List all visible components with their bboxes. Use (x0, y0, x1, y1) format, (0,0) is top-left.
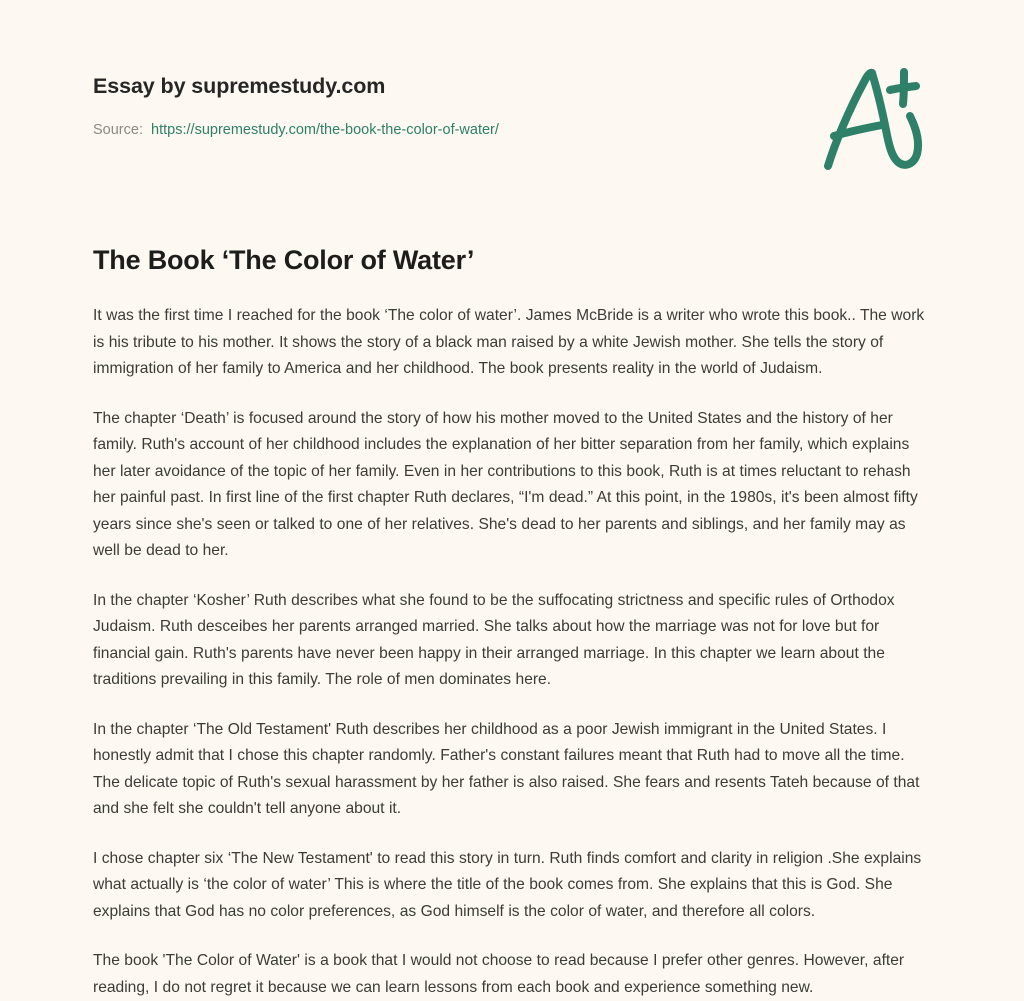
paragraph: It was the first time I reached for the book ‘The color of water’. James McBride is a writer who wrote this book.. The work is his tribute to his mother. It shows the story of a black man raised by a white Jewish mother. She tells the story of immigration of her family to America and her childhood. The book presents reality in the world of Judaism. (93, 307, 925, 377)
source-url-link[interactable]: https://supremestudy.com/the-book-the-color-of-water/ (151, 122, 499, 138)
source-line (93, 122, 499, 138)
paragraph: The chapter ‘Death’ is focused around the story of how his mother moved to the United States and the history of her family. Ruth's account of her childhood includes the explanation of her bitter separation from her family, which explains her later avoidance of the topic of her family. Even in her contributions to this book, Ruth is at times reluctant to rehash her painful past. In first line of the first chapter Ruth declares, “I'm dead.” At this point, in the 1980s, it's been almost fifty years since she's seen or talked to one of her relatives. She's dead to her parents and siblings, and her family may as well be dead to her. (93, 409, 918, 559)
paragraph: The book 'The Color of Water' is a book that I would not choose to read because I prefer other genres. However, after reading, I do not regret it because we can learn lessons from each book and experience something new. (93, 952, 905, 996)
article-body (93, 243, 931, 1001)
brand-title: Essay by supremestudy.com (93, 74, 386, 98)
a-plus-logo-icon (806, 58, 936, 176)
paragraph: In the chapter ‘Kosher’ Ruth describes what she found to be the suffocating strictness and specific rules of Orthodox Judaism. Ruth desceibes her parents arranged married. She talks about how the marriage was not for love but for financial gain. Ruth's parents have never been happy in their arranged marriage. In this chapter we learn about the traditions prevailing in this family. The role of men dominates here. (93, 591, 895, 688)
page-header (0, 0, 1024, 200)
page-title: The Book ‘The Color of Water’ (93, 245, 475, 275)
paragraph: In the chapter ‘The Old Testament' Ruth describes her childhood as a poor Jewish immigrant in the United States. I honestly admit that I chose this chapter randomly. Father's constant failures meant that Ruth had to move all the time. The delicate topic of Ruth's sexual harassment by her father is also raised. She fears and resents Tateh because of that and she felt she couldn't tell anyone about it. (93, 720, 920, 817)
source-label: Source: (93, 122, 143, 138)
paragraph: I chose chapter six ‘The New Testament' to read this story in turn. Ruth finds comfort and clarity in religion .She explains what actually is ‘the color of water’ This is where the title of the book comes from. She explains that this is God. She explains that God has no color preferences, as God himself is the color of water, and therefore all colors. (93, 849, 922, 920)
